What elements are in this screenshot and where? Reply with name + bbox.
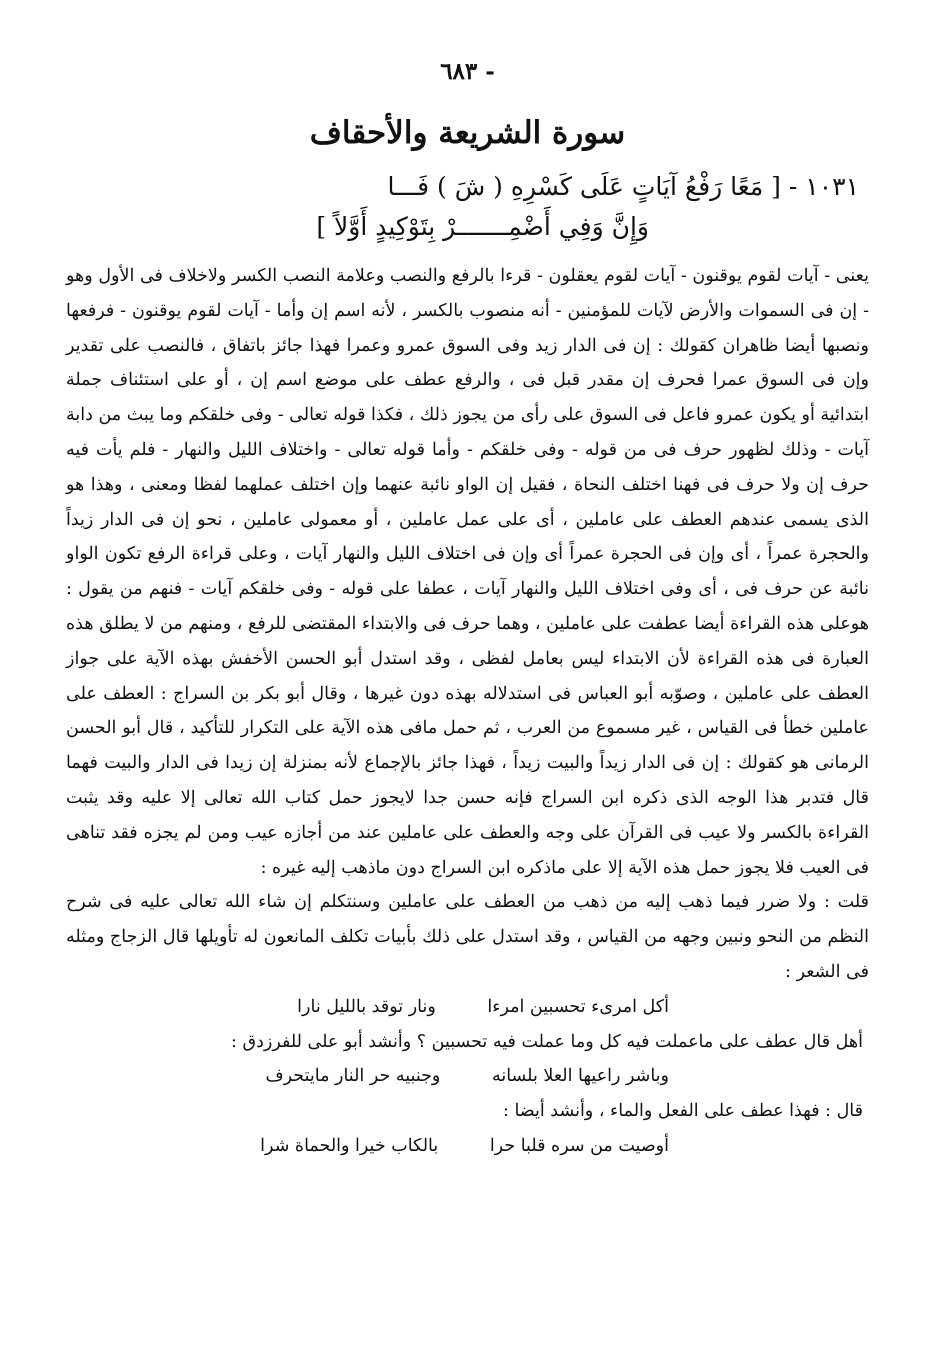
page-number: - ٦٨٣ xyxy=(440,58,495,85)
verse-line-1: ١٠٣١ - [ مَعًا رَفْعُ آيَاتٍ عَلَى كَسْرِهِ ( شَ ) فَـــا xyxy=(387,172,859,201)
commentary xyxy=(66,259,869,990)
verse-block xyxy=(66,167,869,247)
commentary-paragraph-2: قلت : ولا ضرر فيما ذهب إليه من ذهب من العطف على عاملين وسنتكلم إن شاء الله تعالى عليه فى شرح النظم من النحو ونبين وجهه من القياس ، وقد استدل على ذلك بأبيات تكلف المانعون له تأويلها قال الزجاج ومثله فى الشعر : xyxy=(66,892,869,982)
poem-hemistich: ونار توقد بالليل نارا xyxy=(297,996,436,1017)
poem-hemistich: وباشر راعيها العلا بلسانه xyxy=(491,1066,669,1087)
poem-verse-2 xyxy=(66,1059,869,1094)
poem-hemistich: أكل امرىء تحسبين امرءا xyxy=(487,996,669,1017)
poem-hemistich: بالكاب خيرا والحماة شرا xyxy=(260,1135,439,1156)
poem-verse-3 xyxy=(66,1129,869,1164)
surah-title: سورة الشريعة والأحقاف xyxy=(309,115,626,151)
poem-hemistich: أوصيت من سره قلبا حرا xyxy=(489,1135,669,1156)
narration-line-2: قال : فهذا عطف على الفعل والماء ، وأنشد أيضا : xyxy=(503,1101,863,1122)
narration-line-1: أهل قال عطف على ماعملت فيه كل وما عملت فيه تحسبين ؟ وأنشد أبو على للفرزدق : xyxy=(231,1031,863,1052)
verse-line-2: وَإِنَّ وَفِي أَضْمِـــــــرْ بِتَوْكِيدٍ أَوَّلاً ] xyxy=(316,212,649,241)
poem-verse-1 xyxy=(66,990,869,1025)
poetry-section xyxy=(66,990,869,1164)
commentary-paragraph-1: يعنى - آيات لقوم يوقنون - آيات لقوم يعقلون - قرءا بالرفع والنصب وعلامة النصب الكسر ولاخلاف فى الأول وهو - إن فى السموات والأرض لآيات للمؤمنين - أنه منصوب بالكسر ، لأنه اسم إن وأما - آيات لقوم يوقنون - فرفعها ونصبها أيضا ظاهران كقولك : إن فى الدار زيد وفى السوق عمرو وعمرا فهذا جائز باتفاق ، فالنصب على تقدير وإن فى السوق عمرا فحرف إن مقدر قبل فى ، والرفع عطف على موضع اسم إن ، أو على استئناف جملة ابتدائية أو يكون عمرو فاعل فى السوق على رأى من يجوز ذلك ، فكذا قوله تعالى - وفى خلقكم وما يبث من دابة آيات - وذلك لظهور حرف فى من قوله - وفى خلقكم - وأما قوله تعالى - واختلاف الليل والنهار - فلم يأت فيه حرف إن ولا حرف فى فهنا اختلف النحاة ، فقيل إن الواو نائبة عنهما وإن اختلف عملهما لفظا ومعنى ، وهذا هو الذى يسمى عندهم العطف على عاملين ، أى على عمل عاملين ، أو معمولى عاملين ، نحو إن فى الدار زيداً والحجرة عمراً ، أى وإن فى الحجرة عمراً أى وإن فى اختلاف الليل والنهار آيات ، وعلى قراءة الرفع تكون الواو نائبة عن حرف فى ، أى وفى اختلاف الليل والنهار آيات ، عطفا على قوله - وفى خلقكم آيات - فنهم من يقول : هوعلى هذه القراءة أيضا عطفت على عاملين ، وهما حرف فى والابتداء المقتضى للرفع ، ومنهم من لا يطلق هذه العبارة فى هذه القراءة لأن الابتداء ليس بعامل لفظى ، وقد استدل أبو الحسن الأخفش بهذه الآية على جواز العطف على عاملين ، وصوّبه أبو العباس فى استدلاله بهذه دون غيرها ، وقال أبو بكر بن السراج : العطف على عاملين خطأ فى القياس ، غير مسموع من العرب ، ثم حمل مافى هذه الآية على التكرار للتأكيد ، قال أبو الحسن الرمانى هو كقولك : إن فى الدار زيداً والبيت زيداً ، فهذا جائز بالإجماع لأنه بمنزلة إن زيدا فى الدار والبيت فهما قال فتدبر هذا الوجه الذى ذكره ابن السراج فإنه حسن جدا لايجوز حمل كتاب الله تعالى إلا عليه وقد يثبت القراءة بالكسر ولا عيب فى القرآن على وجه والعطف على عاملين عند من أجازه عيب ومن لم يجزه فقد تناهى فى العيب فلا يجوز حمل هذه الآية إلا على ماذكره ابن السراج دون ماذهب إليه غيره : xyxy=(66,266,870,878)
poem-hemistich: وجنبيه حر النار مايتحرف xyxy=(265,1066,441,1087)
